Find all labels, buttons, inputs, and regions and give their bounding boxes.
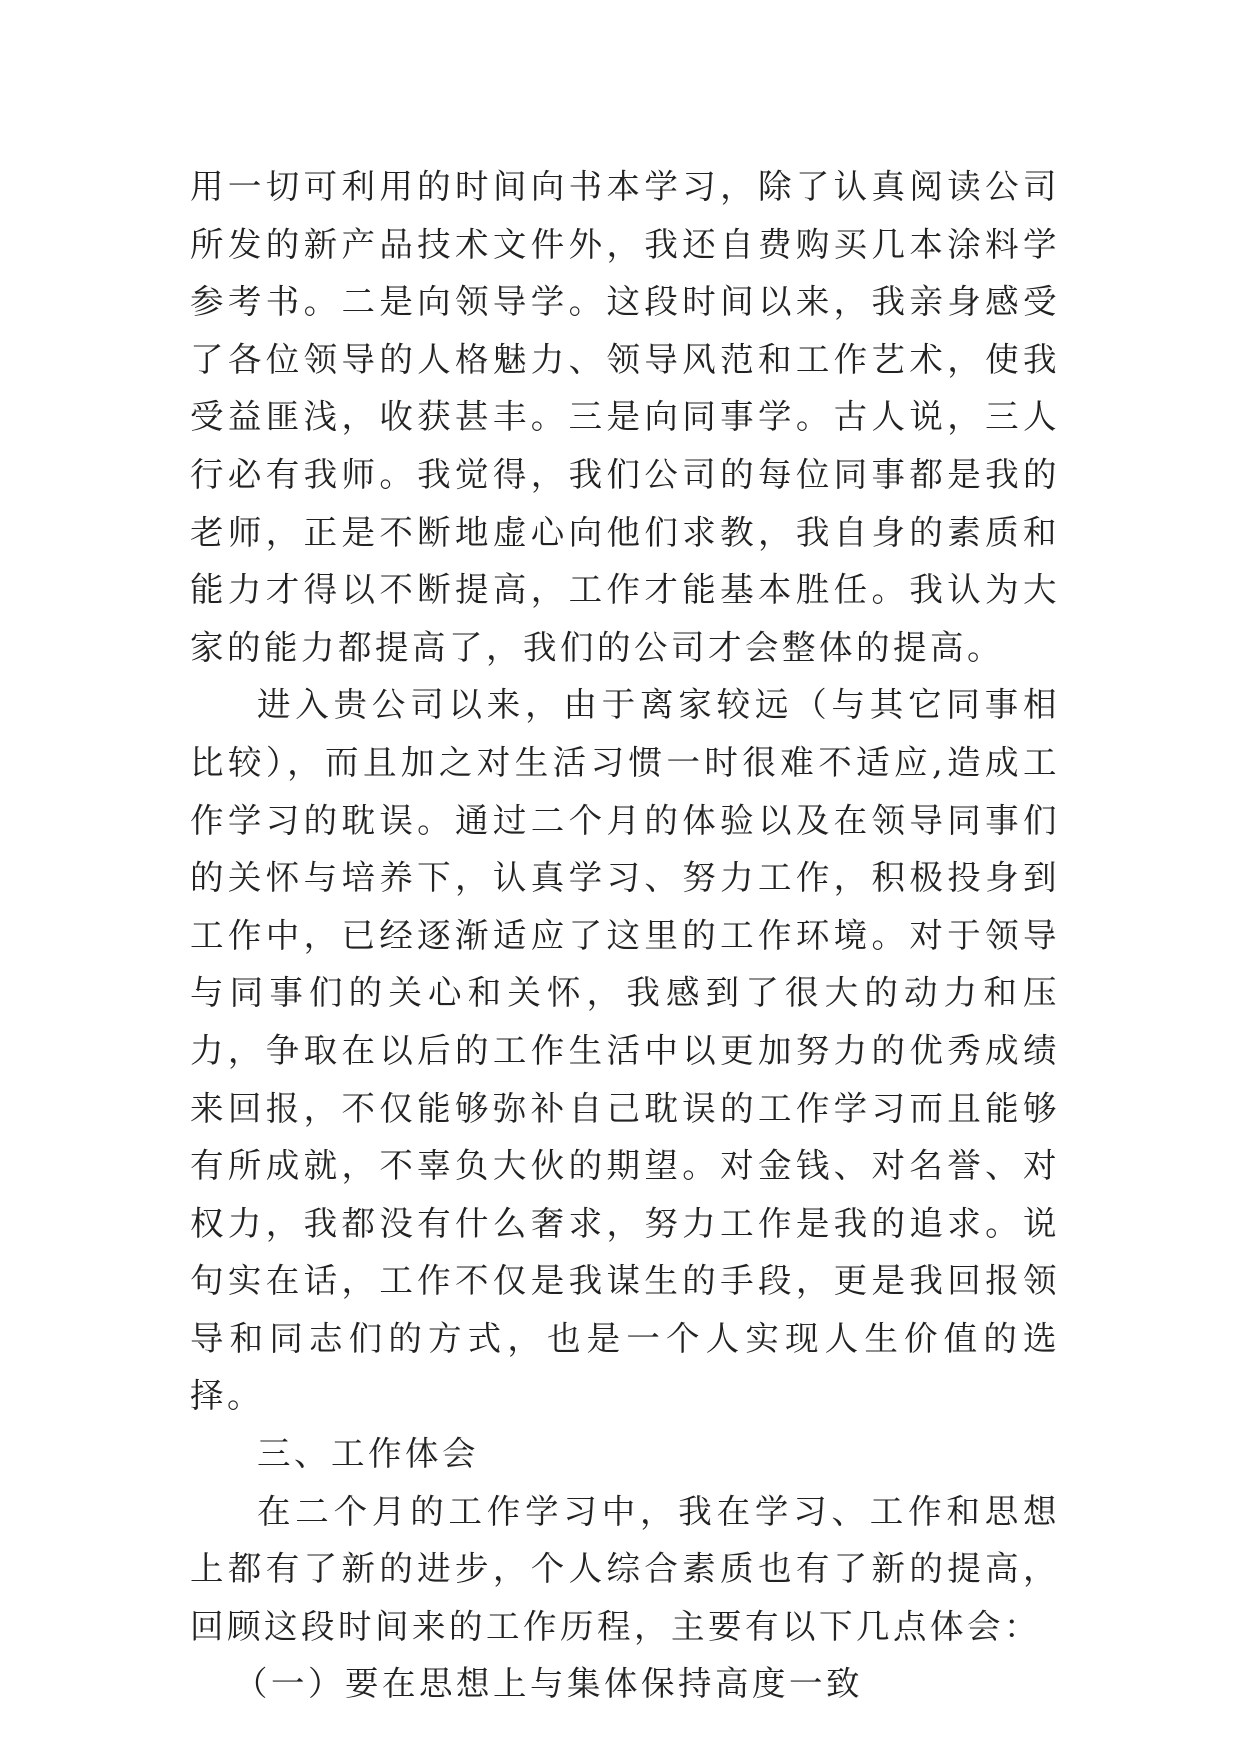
paragraph-adaptation: 进入贵公司以来，由于离家较远（与其它同事相比较），而且加之对生活习惯一时很难不适应,造成工作学习的耽误。通过二个月的体验以及在领导同事们的关怀与培养下，认真学习、努力工作，积极投身到工作中，已经逐渐适应了这里的工作环境。对于领导与同事们的关心和关怀，我感到了很大的动力和压力，争取在以后的工作生活中以更加努力的优秀成绩来回报，不仅能够弥补自己耽误的工作学习而且能够有所成就，不辜负大伙的期望。对金钱、对名誉、对权力，我都没有什么奢求，努力工作是我的追求。说句实在话，工作不仅是我谋生的手段，更是我回报领导和同志们的方式，也是一个人实现人生价值的选择。 xyxy=(190,685,1060,1416)
subheading-ideological-alignment: （一）要在思想上与集体保持高度一致 xyxy=(234,1664,863,1704)
paragraph-reflection: 在二个月的工作学习中，我在学习、工作和思想上都有了新的进步，个人综合素质也有了新的提高，回顾这段时间来的工作历程，主要有以下几点体会： xyxy=(190,1491,1060,1646)
paragraph-learning: 用一切可利用的时间向书本学习，除了认真阅读公司所发的新产品技术文件外，我还自费购买几本涂料学参考书。二是向领导学。这段时间以来，我亲身感受了各位领导的人格魅力、领导风范和工作艺术，使我受益匪浅，收获甚丰。三是向同事学。古人说，三人行必有我师。我觉得，我们公司的每位同事都是我的老师，正是不断地虚心向他们求教，我自身的素质和能力才得以不断提高，工作才能基本胜任。我认为大家的能力都提高了，我们的公司才会整体的提高。 xyxy=(190,167,1060,667)
section-heading-work-experience: 三、工作体会 xyxy=(257,1434,479,1474)
document-body xyxy=(190,158,1060,1713)
